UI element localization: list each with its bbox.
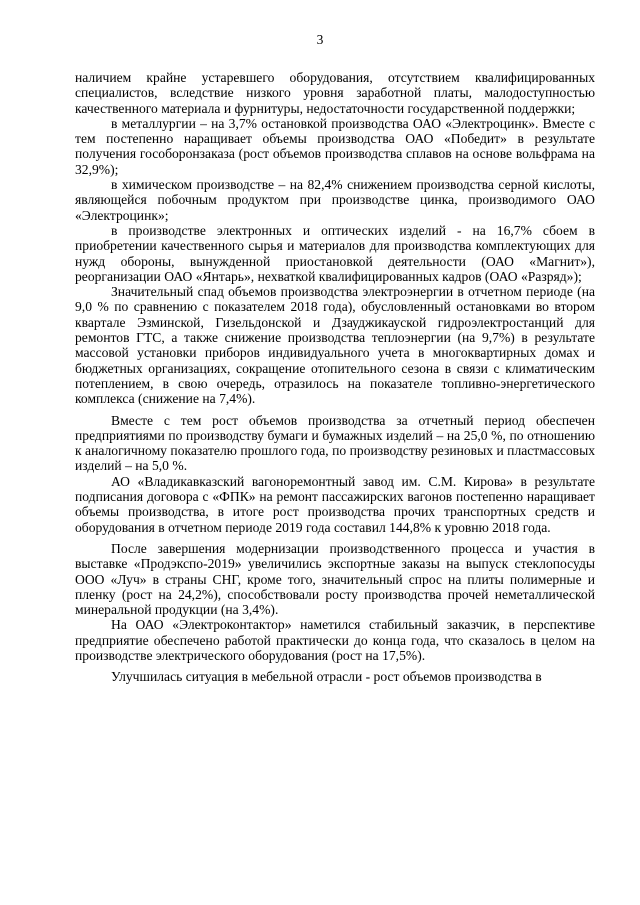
paragraph: в химическом производстве – на 82,4% снижением производства серной кислоты, являющейся побочным продуктом при производстве цинка, производимого ОАО «Электроцинк»; bbox=[75, 177, 595, 223]
paragraph: На ОАО «Электроконтактор» наметился стабильный заказчик, в перспективе предприятие обеспечено работой практически до конца года, что сказалось в целом на производстве электрического оборудования (рост на 17,5%). bbox=[75, 617, 595, 663]
paragraph: наличием крайне устаревшего оборудования, отсутствием квалифицированных специалистов, вследствие низкого уровня заработной платы, малодоступностью качественного материала и фурнитуры, недостаточности государственной поддержки; bbox=[75, 70, 595, 116]
page-number: 3 bbox=[316, 32, 324, 47]
paragraph: АО «Владикавказский вагоноремонтный завод им. С.М. Кирова» в результате подписания договора с «ФПК» на ремонт пассажирских вагонов постепенно наращивает объемы производства, в итоге рост производства прочих транспортных средств и оборудования в отчетном периоде 2019 года составил 144,8% к уровню 2018 года. bbox=[75, 473, 595, 535]
paragraph: в металлургии – на 3,7% остановкой производства ОАО «Электроцинк». Вместе с тем постепенно наращивает объемы производства ОАО «Победит» в результате получения гособоронзаказа (рост объемов производства сплавов на основе вольфрама на 32,9%); bbox=[75, 115, 595, 177]
document-body bbox=[75, 70, 595, 685]
paragraph: Улучшилась ситуация в мебельной отрасли - рост объемов производства в bbox=[111, 669, 542, 685]
paragraph: Вместе с тем рост объемов производства за отчетный период обеспечен предприятиями по производству бумаги и бумажных изделий – на 25,0 %, по отношению к аналогичному показателю прошлого года, по производству резиновых и пластмассовых изделий – на 5,0 %. bbox=[75, 412, 595, 474]
paragraph: в производстве электронных и оптических изделий - на 16,7% сбоем в приобретении качественного сырья и материалов для производства комплектующих для нужд обороны, вынужденной приостановкой деятельности (ОАО «Магнит»), реорганизации ОАО «Янтарь», нехваткой квалифицированных кадров (ОАО «Разряд»); bbox=[75, 222, 595, 284]
paragraph: Значительный спад объемов производства электроэнергии в отчетном периоде (на 9,0 % по сравнению с показателем 2018 года), обусловленный остановками во втором квартале Эзминской, Гизельдонской и Дзауджикауской гидроэлектростанций для ремонтов ГТС, а также снижение производства теплоэнергии (на 9,7%) в результате массовой установки приборов индивидуального учета в многоквартирных домах и бюджетных организациях, сокращение отопительного сезона в связи с климатическим потеплением, в свою очередь, отразилось на показателе топливно-энергетического комплекса (снижение на 7,4%). bbox=[75, 284, 595, 407]
paragraph: После завершения модернизации производственного процесса и участия в выставке «Продэкспо-2019» увеличились экспортные заказы на выпуск стеклопосуды ООО «Луч» в страны СНГ, кроме того, значительный спрос на плиты полимерные и пленку (рост на 24,2%), способствовали росту производства прочей неметаллической минеральной продукции (на 3,4%). bbox=[75, 540, 595, 618]
